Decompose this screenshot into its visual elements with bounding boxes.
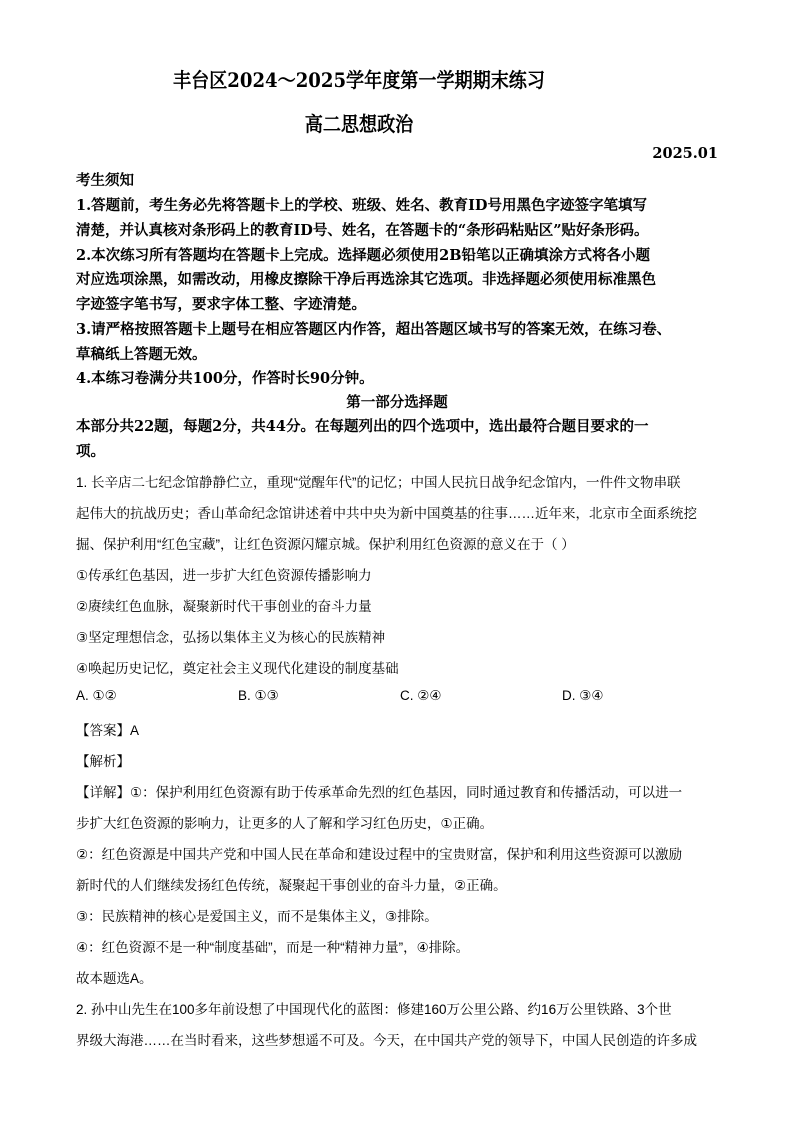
question-1-option-a: A. ①②	[76, 688, 117, 703]
question-2-stem: 界级大海港……在当时看来，这些梦想遥不可及。今天，在中国共产党的领导下，中国人民创造的许多成	[76, 1033, 697, 1048]
section-intro: 本部分共22题，每题2分，共44分。在每题列出的四个选项中，选出最符合题目要求的一	[76, 418, 649, 435]
exam-date: 2025.01	[652, 145, 718, 162]
notice-line: 草稿纸上答题无效。	[76, 346, 207, 363]
question-1-statement: ①传承红色基因，进一步扩大红色资源传播影响力	[76, 568, 372, 583]
document-title: 丰台区2024～2025学年度第一学期期末练习	[173, 68, 545, 92]
notice-line: 清楚，并认真核对条形码上的教育ID号、姓名，在答题卡的“条形码粘贴区”贴好条形码。	[76, 222, 649, 239]
section-title: 第一部分选择题	[346, 394, 448, 411]
question-1-detail: ②：红色资源是中国共产党和中国人民在革命和建设过程中的宝贵财富，保护和利用这些资源可以激励	[76, 847, 683, 862]
document-subtitle: 高二思想政治	[304, 112, 414, 136]
question-1-answer: 【答案】A	[76, 723, 140, 738]
question-1-detail: 新时代的人们继续发扬红色传统，凝聚起干事创业的奋斗力量，②正确。	[76, 878, 507, 893]
section-intro: 项。	[76, 443, 105, 460]
question-1-statement: ④唤起历史记忆，奠定社会主义现代化建设的制度基础	[76, 661, 399, 676]
question-1-option-c: C. ②④	[400, 688, 442, 703]
notice-line: 3.请严格按照答题卡上题号在相应答题区内作答，超出答题区域书写的答案无效，在练习卷、	[76, 321, 672, 338]
question-1-detail: 故本题选A。	[76, 971, 153, 986]
notice-line: 字迹签字笔书写，要求字体工整、字迹清楚。	[76, 296, 366, 313]
question-1-stem: 1. 长辛店二七纪念馆静静伫立，重现“觉醒年代”的记忆；中国人民抗日战争纪念馆内，一件件文物串联	[76, 475, 681, 490]
notice-line: 4.本练习卷满分共100分，作答时长90分钟。	[76, 370, 374, 387]
notice-line: 对应选项涂黑，如需改动，用橡皮擦除干净后再选涂其它选项。非选择题必须使用标准黑色	[76, 271, 656, 288]
question-1-option-b: B. ①③	[238, 688, 279, 703]
question-1-statement: ③坚定理想信念，弘扬以集体主义为核心的民族精神	[76, 630, 386, 645]
question-1-detail: 【详解】①：保护利用红色资源有助于传承革命先烈的红色基因，同时通过教育和传播活动，可以进一	[76, 785, 683, 800]
notice-line: 2.本次练习所有答题均在答题卡上完成。选择题必须使用2B铅笔以正确填涂方式将各小题	[76, 247, 650, 264]
question-2-stem: 2. 孙中山先生在100多年前设想了中国现代化的蓝图：修建160万公里公路、约16万公里铁路、3个世	[76, 1002, 672, 1017]
question-1-stem: 掘、保护利用“红色宝藏”，让红色资源闪耀京城。保护利用红色资源的意义在于（ ）	[76, 537, 575, 552]
question-1-option-d: D. ③④	[562, 688, 604, 703]
question-1-detail: 步扩大红色资源的影响力，让更多的人了解和学习红色历史，①正确。	[76, 816, 494, 831]
question-1-detail: ③：民族精神的核心是爱国主义，而不是集体主义，③排除。	[76, 909, 438, 924]
question-1-detail: ④：红色资源不是一种“制度基础”，而是一种“精神力量”，④排除。	[76, 940, 470, 955]
question-1-statement: ②赓续红色血脉，凝聚新时代干事创业的奋斗力量	[76, 599, 372, 614]
notice-line: 1.答题前，考生务必先将答题卡上的学校、班级、姓名、教育ID号用黑色字迹签字笔填写	[76, 197, 647, 214]
question-1-analysis-label: 【解析】	[76, 754, 130, 769]
notice-heading: 考生须知	[76, 172, 134, 189]
question-1-stem: 起伟大的抗战历史；香山革命纪念馆讲述着中共中央为新中国奠基的往事……近年来，北京市全面系统挖	[76, 506, 697, 521]
